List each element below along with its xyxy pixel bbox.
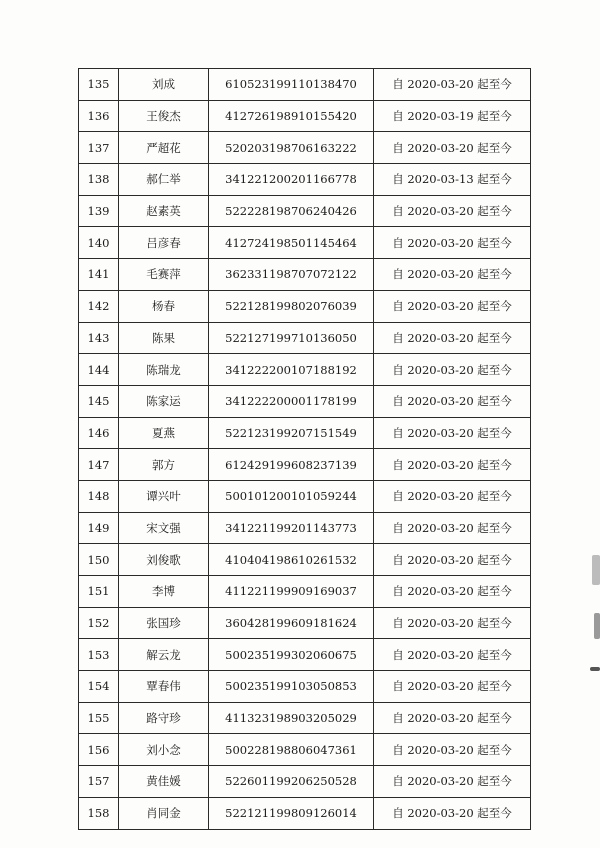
table-row <box>79 132 531 164</box>
table-row <box>79 639 531 671</box>
row-number: 142 <box>79 290 119 322</box>
date-range: 自 2020-03-20 起至今 <box>374 671 531 703</box>
date-range: 自 2020-03-20 起至今 <box>374 354 531 386</box>
scan-smudge <box>594 613 600 639</box>
person-name: 陈果 <box>119 322 209 354</box>
table-row <box>79 766 531 798</box>
row-number: 143 <box>79 322 119 354</box>
person-name: 吕彦春 <box>119 227 209 259</box>
table-row <box>79 607 531 639</box>
row-number: 135 <box>79 69 119 101</box>
table-row <box>79 259 531 291</box>
row-number: 152 <box>79 607 119 639</box>
person-name: 刘成 <box>119 69 209 101</box>
date-range: 自 2020-03-13 起至今 <box>374 164 531 196</box>
row-number: 155 <box>79 702 119 734</box>
scan-edge-artifact <box>588 555 600 675</box>
id-number: 522128199802076039 <box>209 290 374 322</box>
table-row <box>79 449 531 481</box>
id-number: 612429199608237139 <box>209 449 374 481</box>
row-number: 136 <box>79 100 119 132</box>
date-range: 自 2020-03-20 起至今 <box>374 607 531 639</box>
id-number: 341221200201166778 <box>209 164 374 196</box>
row-number: 145 <box>79 385 119 417</box>
person-name: 路守珍 <box>119 702 209 734</box>
id-number: 610523199110138470 <box>209 69 374 101</box>
id-number: 500228198806047361 <box>209 734 374 766</box>
date-range: 自 2020-03-20 起至今 <box>374 797 531 829</box>
person-name: 刘小念 <box>119 734 209 766</box>
id-number: 522123199207151549 <box>209 417 374 449</box>
date-range: 自 2020-03-20 起至今 <box>374 639 531 671</box>
date-range: 自 2020-03-20 起至今 <box>374 449 531 481</box>
id-number: 411221199909169037 <box>209 576 374 608</box>
date-range: 自 2020-03-20 起至今 <box>374 544 531 576</box>
person-name: 刘俊歌 <box>119 544 209 576</box>
date-range: 自 2020-03-20 起至今 <box>374 69 531 101</box>
date-range: 自 2020-03-20 起至今 <box>374 195 531 227</box>
person-name: 张国珍 <box>119 607 209 639</box>
table-row <box>79 734 531 766</box>
row-number: 149 <box>79 512 119 544</box>
row-number: 139 <box>79 195 119 227</box>
date-range: 自 2020-03-20 起至今 <box>374 480 531 512</box>
id-number: 520203198706163222 <box>209 132 374 164</box>
id-number: 412724198501145464 <box>209 227 374 259</box>
row-number: 151 <box>79 576 119 608</box>
person-name: 李博 <box>119 576 209 608</box>
table-row <box>79 322 531 354</box>
id-number: 522121199809126014 <box>209 797 374 829</box>
scan-smudge <box>590 667 600 671</box>
person-name: 夏燕 <box>119 417 209 449</box>
person-name: 郝仁举 <box>119 164 209 196</box>
id-number: 522127199710136050 <box>209 322 374 354</box>
date-range: 自 2020-03-20 起至今 <box>374 385 531 417</box>
person-name: 毛赛萍 <box>119 259 209 291</box>
person-name: 郭方 <box>119 449 209 481</box>
table-row <box>79 671 531 703</box>
row-number: 137 <box>79 132 119 164</box>
person-name: 覃春伟 <box>119 671 209 703</box>
person-name: 王俊杰 <box>119 100 209 132</box>
row-number: 141 <box>79 259 119 291</box>
table-row <box>79 290 531 322</box>
date-range: 自 2020-03-20 起至今 <box>374 227 531 259</box>
table-row <box>79 576 531 608</box>
table-row <box>79 385 531 417</box>
date-range: 自 2020-03-20 起至今 <box>374 417 531 449</box>
id-number: 412726198910155420 <box>209 100 374 132</box>
table-row <box>79 512 531 544</box>
date-range: 自 2020-03-20 起至今 <box>374 132 531 164</box>
row-number: 146 <box>79 417 119 449</box>
row-number: 140 <box>79 227 119 259</box>
id-number: 341222200001178199 <box>209 385 374 417</box>
row-number: 150 <box>79 544 119 576</box>
person-name: 宋文强 <box>119 512 209 544</box>
id-number: 500235199103050853 <box>209 671 374 703</box>
table-row <box>79 164 531 196</box>
roster-table <box>78 68 531 830</box>
person-name: 杨春 <box>119 290 209 322</box>
person-name: 赵素英 <box>119 195 209 227</box>
table-row <box>79 702 531 734</box>
date-range: 自 2020-03-20 起至今 <box>374 512 531 544</box>
row-number: 156 <box>79 734 119 766</box>
id-number: 500235199302060675 <box>209 639 374 671</box>
table-row <box>79 100 531 132</box>
id-number: 411323198903205029 <box>209 702 374 734</box>
id-number: 522601199206250528 <box>209 766 374 798</box>
id-number: 341221199201143773 <box>209 512 374 544</box>
date-range: 自 2020-03-20 起至今 <box>374 734 531 766</box>
person-name: 谭兴叶 <box>119 480 209 512</box>
person-name: 黄佳媛 <box>119 766 209 798</box>
person-name: 解云龙 <box>119 639 209 671</box>
table-row <box>79 354 531 386</box>
id-number: 362331198707072122 <box>209 259 374 291</box>
person-name: 陈家运 <box>119 385 209 417</box>
id-number: 341222200107188192 <box>209 354 374 386</box>
table-row <box>79 797 531 829</box>
row-number: 157 <box>79 766 119 798</box>
person-name: 肖同金 <box>119 797 209 829</box>
table-row <box>79 417 531 449</box>
id-number: 360428199609181624 <box>209 607 374 639</box>
table-row <box>79 69 531 101</box>
id-number: 522228198706240426 <box>209 195 374 227</box>
date-range: 自 2020-03-20 起至今 <box>374 766 531 798</box>
date-range: 自 2020-03-20 起至今 <box>374 576 531 608</box>
table-row <box>79 480 531 512</box>
id-number: 410404198610261532 <box>209 544 374 576</box>
row-number: 158 <box>79 797 119 829</box>
person-name: 陈瑞龙 <box>119 354 209 386</box>
table-row <box>79 544 531 576</box>
date-range: 自 2020-03-20 起至今 <box>374 702 531 734</box>
row-number: 138 <box>79 164 119 196</box>
id-number: 500101200101059244 <box>209 480 374 512</box>
date-range: 自 2020-03-19 起至今 <box>374 100 531 132</box>
row-number: 148 <box>79 480 119 512</box>
table-row <box>79 227 531 259</box>
row-number: 154 <box>79 671 119 703</box>
date-range: 自 2020-03-20 起至今 <box>374 259 531 291</box>
table-row <box>79 195 531 227</box>
row-number: 153 <box>79 639 119 671</box>
person-name: 严超花 <box>119 132 209 164</box>
row-number: 144 <box>79 354 119 386</box>
row-number: 147 <box>79 449 119 481</box>
date-range: 自 2020-03-20 起至今 <box>374 290 531 322</box>
date-range: 自 2020-03-20 起至今 <box>374 322 531 354</box>
roster-table-body <box>79 69 531 830</box>
scan-smudge <box>592 555 600 585</box>
